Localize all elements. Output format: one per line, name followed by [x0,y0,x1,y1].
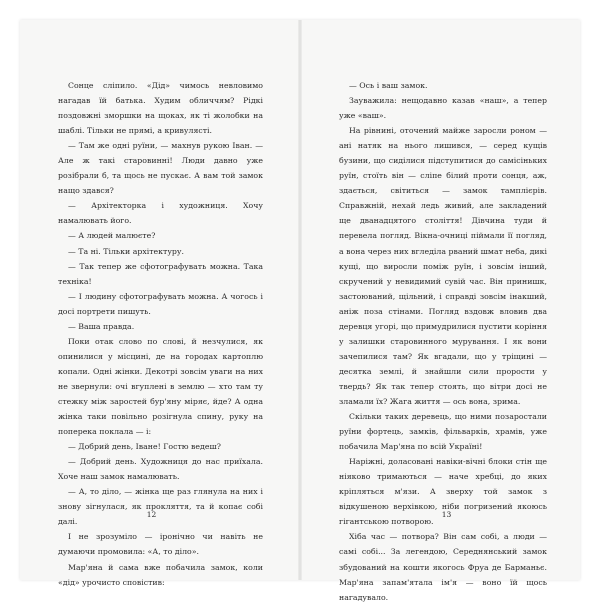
paragraph: — А, то діло, — жінка ще раз глянула на них і знову зігнулася, як прокляття, та й копає собі далі. [58,487,263,527]
left-page [20,20,299,587]
page-number: 13 [441,510,452,519]
paragraph: — Добрий день. Художниця до нас приїхала. Хоче наш замок намалювать. [58,457,263,482]
paragraph: — І людину сфотографувать можна. А чогось і досі портрети пишуть. [58,291,263,316]
paragraph: На рівнині, оточений майже заросли роном — ані натяк на нього лишився, — серед кущів бузини, що сиділися підступитися до самісіньких руїн, стоїть він — сліпе білий проти сонця, аж, здається, світиться — замок тамплієрів. Справжній, нехай ледь живий, але закладений ще дванадцятого століття! Дівчина туди й перевела погляд. Вікна-очниці піймали її погляд, а вона через них вгледіла рваний шмат неба, дикі кущі, що виросли поміж руїн, і зовсім інший, скручений у невидимий сувій час. Він принишк, застоюваний, щільний, і справді зовсім інакший, аніж поза стінами. Погляд вздовж вловив два деревця угорі, що примудрилися пустити коріння у залишки старовинного мурування. І як вони зачепилися там? Як вгадали, що у тріщині — десятка землі, й знайшли сили прорости у твердь? Як так тепер стоять, що вітри досі не зламали їх? Жага життя — ось вона, зрима. [339,126,547,406]
paragraph: — Архітекторка і художниця. Хочу намалювать його. [58,201,263,226]
right-page [301,20,580,602]
paragraph: — Там же одні руїни, — махнув рукою Іван. — Але ж такі старовинні! Люди давно уже розібрали б, та щось не пускає. А вам той замок нащо здався? [58,141,263,196]
right-page-text [339,78,547,605]
paragraph: Зауважила: нещодавно казав «наш», а тепер уже «ваш». [339,96,547,121]
paragraph: — Та ні. Тільки архітектуру. [68,246,184,256]
paragraph: Сонце сліпило. «Дід» чимось невловимо нагадав їй батька. Худим обличчям? Рідкі поздовжні зморшки на щоках, як ті жолобки на шаблі. Тільки не прямі, а кривулясті. [58,81,263,136]
paragraph: — Так тепер же сфотографувать можна. Така техніка! [58,261,263,286]
paragraph: Мар'яна й сама вже побачила замок, коли «дід» урочисто сповістив: [58,562,263,587]
paragraph: Поки отак слово по слові, й незчулися, як опинилися у місцині, де на городах картоплю копали. Одні жінки. Декотрі зовсім уваги на них не звернули: очі вгуплені в землю — хто там ту стежку між заростей бур'яну міряє, йде? А одна жінка таки повільно розігнула спину, руку на поперека поклала — і: [58,336,263,437]
paragraph: — А людей малюєте? [68,231,156,241]
paragraph: — Добрий день, Іване! Гостю ведеш? [68,442,221,452]
book-spread [20,20,580,602]
paragraph: — Ваша правда. [68,321,135,331]
paragraph: — Ось і ваш замок. [349,81,428,90]
paragraph: Хіба час — потвора? Він сам собі, а люди — самі собі... За легендою, Середнянський замок збудований на кошти якогось Фруа де Барманьє. Мар'яна запам'ятала ім'я — воно їй щось нагадувало. [339,532,547,602]
page-number: 12 [146,510,157,519]
paragraph: Скільки таких деревець, що ними позаростали руїни фортець, замків, фільварків, храмів, уже побачила Мар'яна по всій Україні! [339,412,547,452]
paragraph: І не зрозуміло — іронічно чи навіть не думаючи промовила: «А, то діло». [58,532,263,557]
paragraph: Наріжні, доласовані навіки-вічні блоки стін ще ніяково тримаються — наче хребці, до яких кріпляться м'язи. А зверху той замок з відкушеною верхівкою, ніби погризений якоюсь гігантською потворою. [339,457,547,527]
